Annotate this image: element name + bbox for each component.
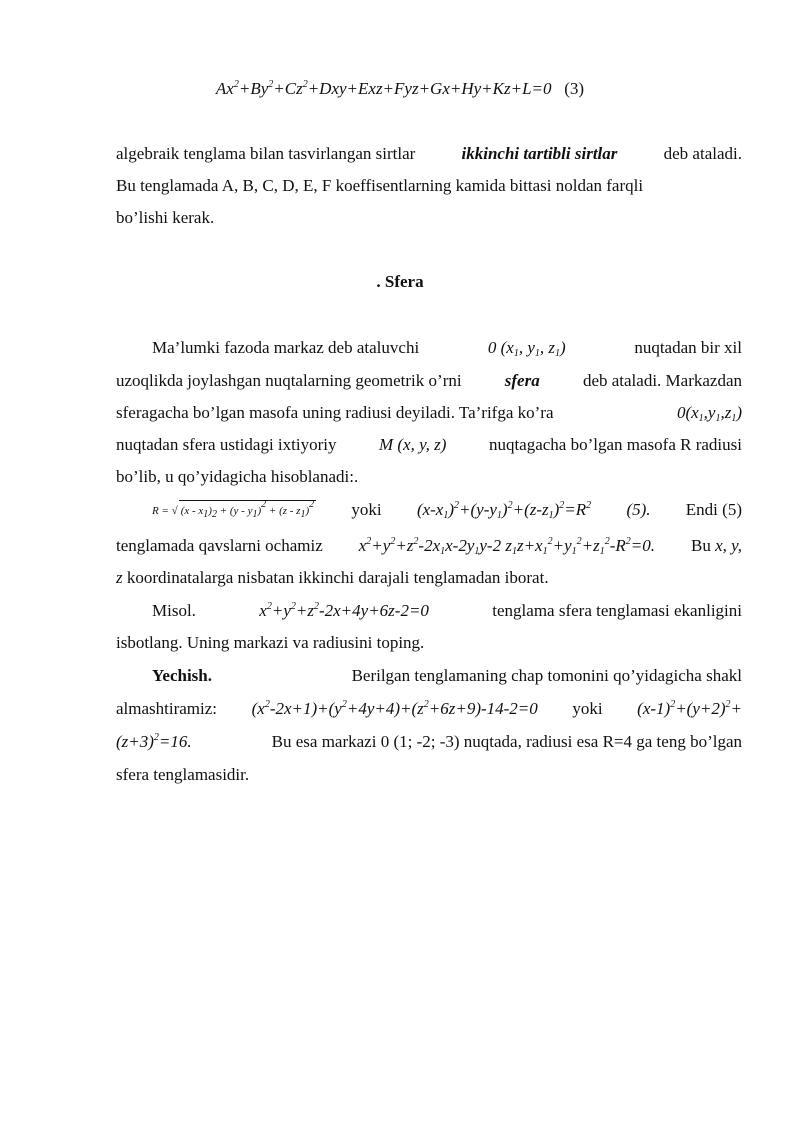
solution-line: almashtiramiz: $(x^2-2x+1)+(y^2+4y+4)+(z^2+6z+9)-14-2=0$ yoki $(x-1)^2+(y+2)^2+$	[116, 699, 742, 718]
paragraph-line: isbotlang. Uning markazi va radiusini toping.	[116, 633, 425, 652]
paragraph-line: sferagacha bo’lgan masofa uning radiusi deyiladi. Ta’rifga ko’ra $0(x_1,y_1,z_1)$	[116, 403, 742, 424]
paragraph-line: Bu tenglamada A, B, C, D, E, F koeffisentlarning kamida bittasi noldan farqli	[116, 176, 644, 195]
paragraph-line: bo’lishi kerak.	[116, 208, 215, 227]
paragraph-line: nuqtadan sfera ustidagi ixtiyoriy M (x, y, z) nuqtagacha bo’lgan masofa R radiusi	[116, 435, 742, 454]
radius-formula-line: R = √ $(x - x_1)_2 + (y - y_1)^2 + (z - z_1)^2$ yoki $(x-x_1)^2+(y-y_1)^2+(z-z_1)^2=R^2$ (5). Endi (5)	[152, 499, 742, 521]
paragraph-line: z koordinatalarga nisbatan ikkinchi darajali tenglamadan iborat.	[116, 568, 549, 587]
solution-line: $(z+3)^2=16$. Bu esa markazi 0 (1; -2; -3) nuqtada, radiusi esa R=4 ga teng bo’lgan	[116, 732, 742, 751]
paragraph-line: Ma’lumki fazoda markaz deb ataluvchi 0 ($x_1$, $y_1$, $z_1$) nuqtadan bir xil	[152, 338, 742, 359]
paragraph-line: uzoqlikda joylashgan nuqtalarning geometrik o’rni sfera deb ataladi. Markazdan	[116, 371, 742, 390]
solution-line: Yechish. Berilgan tenglamaning chap tomonini qo’yidagicha shakl	[152, 666, 742, 685]
paragraph-line: bo’lib, u qo’yidagicha hisoblanadi:.	[116, 467, 359, 486]
section-heading: . Sfera	[376, 272, 424, 291]
paragraph-line: tenglamada qavslarni ochamiz $x^2+y^2+z^2-2x_1x-2y_1y-2$ $z_1z+x_1^2+y_1^2+z_1^2-R^2=0$. Bu x, y,	[116, 536, 742, 557]
paragraph-line: algebraik tenglama bilan tasvirlangan sirtlar ikkinchi tartibli sirtlar deb ataladi.	[116, 144, 742, 163]
radius-formula: R = √ $(x - x_1)_2 + (y - y_1)^2 + (z - z_1)^2$	[152, 499, 315, 520]
equation-3: $Ax^2+By^2+Cz^2+Dxy+Exz+Fyz+Gx+Hy+Kz+L=0$ (3)	[215, 79, 585, 98]
paragraph-line: sfera tenglamasidir.	[116, 765, 250, 784]
example-line: Misol. $x^2+y^2+z^2-2x+4y+6z-2=0$ tenglama sfera tenglamasi ekanligini	[152, 601, 742, 620]
